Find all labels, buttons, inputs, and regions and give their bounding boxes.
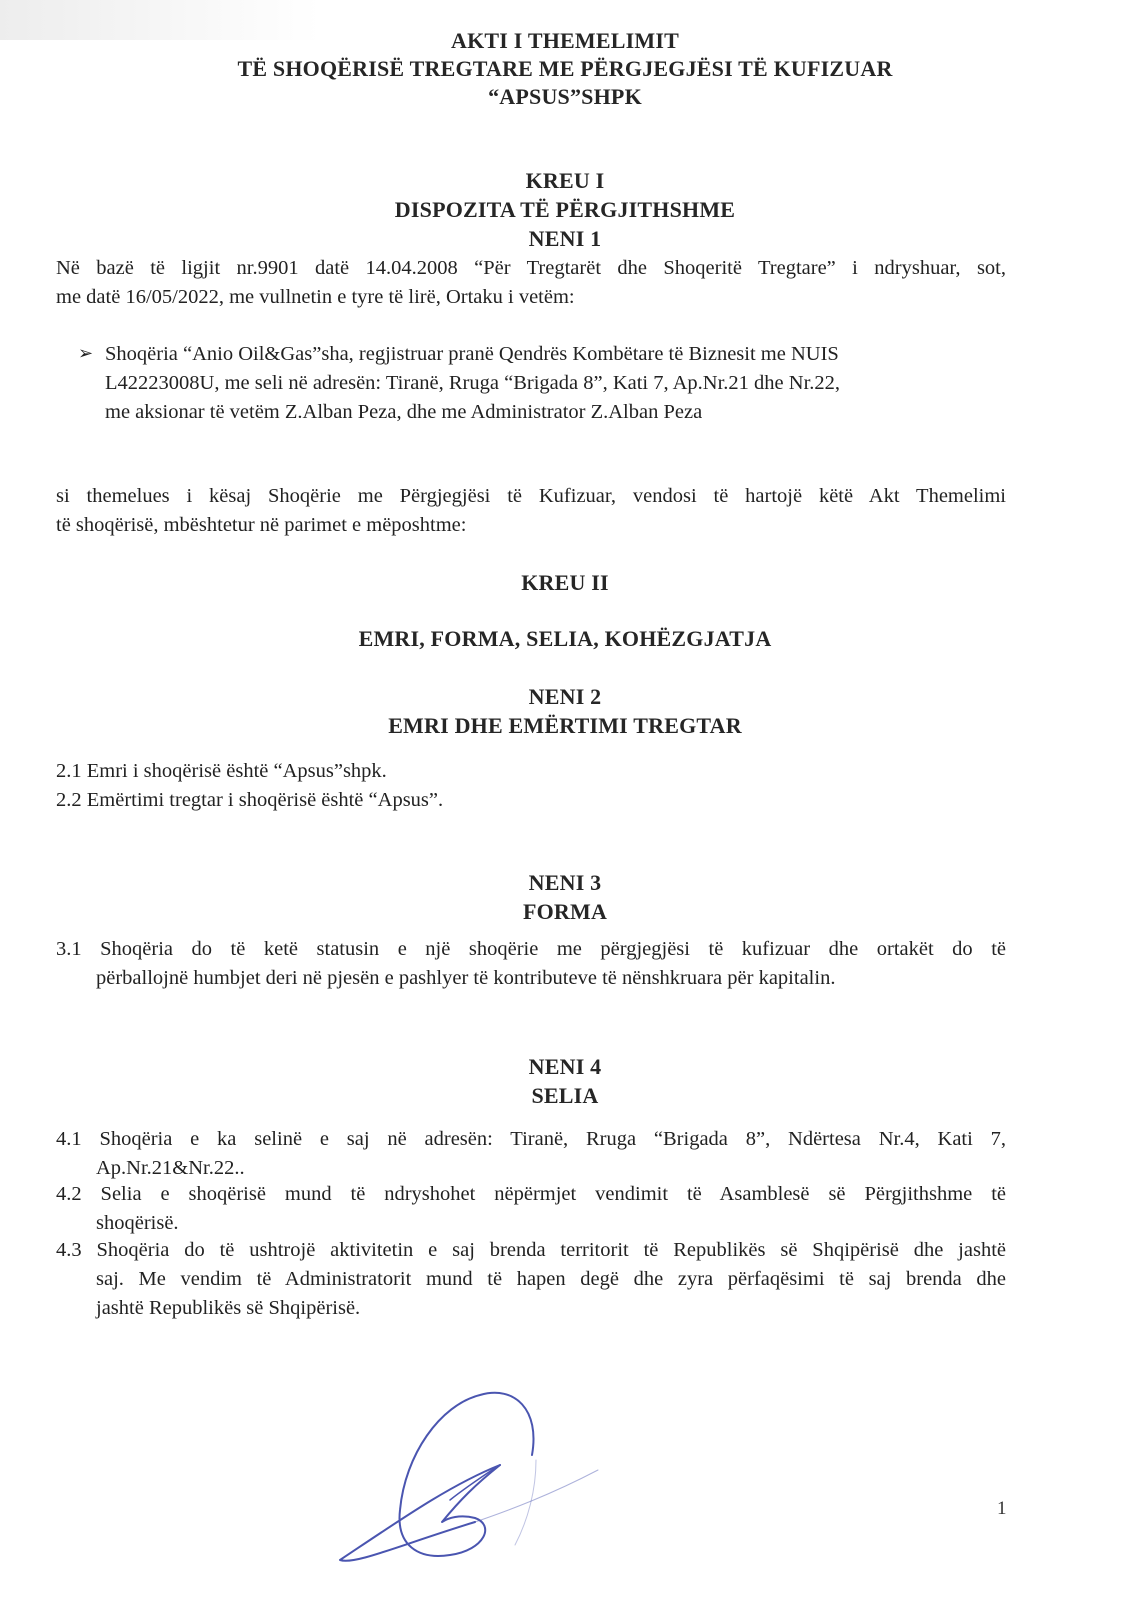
article-2-heading: NENI 2 bbox=[528, 684, 602, 709]
handwritten-signature bbox=[300, 1360, 600, 1600]
article-3-heading: NENI 3 bbox=[528, 870, 602, 895]
article-1-heading: NENI 1 bbox=[528, 226, 602, 251]
signature-inner-stroke bbox=[450, 1468, 495, 1500]
article-4-title: SELIA bbox=[531, 1083, 599, 1108]
closing-line-2: të shoqërisë, mbështetur në parimet e mëposhtme: bbox=[56, 514, 467, 536]
signature-sweep bbox=[340, 1465, 500, 1561]
article-3-title: FORMA bbox=[522, 899, 608, 924]
article-3-item-1-cont: përballojnë humbjet deri në pjesën e pashlyer të kontributeve të nënshkruara për kapitalin. bbox=[96, 967, 836, 989]
page-number: 1 bbox=[997, 1498, 1007, 1519]
chapter-1-subheading: DISPOZITA TË PËRGJITHSHME bbox=[394, 197, 736, 222]
article-4-item-1: 4.1 Shoqëria e ka selinë e saj në adresën: Tiranë, Rruga “Brigada 8”, Ndërtesa Nr.4, Kati 7, bbox=[56, 1128, 1006, 1150]
article-4-heading: NENI 4 bbox=[528, 1054, 602, 1079]
closing-line-1: si themelues i kësaj Shoqërie me Përgjegjësi të Kufizuar, vendosi të hartojë këtë Akt Themelimi bbox=[56, 485, 1006, 507]
chapter-2-subheading: EMRI, FORMA, SELIA, KOHËZGJATJA bbox=[358, 626, 772, 651]
document-title: AKTI I THEMELIMIT bbox=[451, 28, 679, 53]
signature-tail bbox=[475, 1470, 598, 1522]
article-4-item-2: 4.2 Selia e shoqërisë mund të ndryshohet nëpërmjet vendimit të Asamblesë së Përgjithshme të bbox=[56, 1183, 1006, 1205]
signature-strokes bbox=[340, 1393, 598, 1561]
chapter-1-heading: KREU I bbox=[525, 168, 605, 193]
article-2-item-2: 2.2 Emërtimi tregtar i shoqërisë është “Apsus”. bbox=[56, 789, 444, 811]
article-4-item-2-cont: shoqërisë. bbox=[96, 1212, 179, 1234]
article-2-title: EMRI DHE EMËRTIMI TREGTAR bbox=[388, 713, 742, 738]
article-4-item-1-cont: Ap.Nr.21&Nr.22.. bbox=[96, 1157, 245, 1179]
intro-line-2: me datë 16/05/2022, me vullnetin e tyre të lirë, Ortaku i vetëm: bbox=[56, 286, 575, 308]
article-4-item-3-cont-1: saj. Me vendim të Administratorit mund të hapen degë dhe zyra përfaqësimi të saj brenda dhe bbox=[96, 1268, 1006, 1290]
article-3-item-1: 3.1 Shoqëria do të ketë statusin e një shoqërie me përgjegjësi të kufizuar dhe ortakët do të bbox=[56, 938, 1006, 960]
founder-line-1: Shoqëria “Anio Oil&Gas”sha, regjistruar pranë Qendrës Kombëtare të Biznesit me NUIS bbox=[105, 343, 839, 365]
article-4-item-3: 4.3 Shoqëria do të ushtrojë aktivitetin e saj brenda territorit të Republikës së Shqipërisë dhe jashtë bbox=[56, 1239, 1006, 1261]
founder-line-2: L42223008U, me seli në adresën: Tiranë, Rruga “Brigada 8”, Kati 7, Ap.Nr.21 dhe Nr.22, bbox=[105, 372, 841, 394]
arrow-bullet-icon: ➢ bbox=[78, 343, 94, 363]
founder-line-3: me aksionar të vetëm Z.Alban Peza, dhe me Administrator Z.Alban Peza bbox=[105, 401, 703, 423]
chapter-2-heading: KREU II bbox=[521, 570, 609, 595]
signature-faint-stroke bbox=[515, 1460, 536, 1545]
document-title-line-2: TË SHOQËRISË TREGTARE ME PËRGJEGJËSI TË KUFIZUAR bbox=[237, 56, 893, 81]
document-title-line-3: “APSUS”SHPK bbox=[488, 84, 642, 109]
article-4-item-3-cont-2: jashtë Republikës së Shqipërisë. bbox=[96, 1297, 361, 1319]
signature-loop bbox=[400, 1393, 534, 1556]
article-2-item-1: 2.1 Emri i shoqërisë është “Apsus”shpk. bbox=[56, 760, 387, 782]
intro-line-1: Në bazë të ligjit nr.9901 datë 14.04.2008 “Për Tregtarët dhe Shoqeritë Tregtare” i ndryshuar, sot, bbox=[56, 257, 1006, 279]
